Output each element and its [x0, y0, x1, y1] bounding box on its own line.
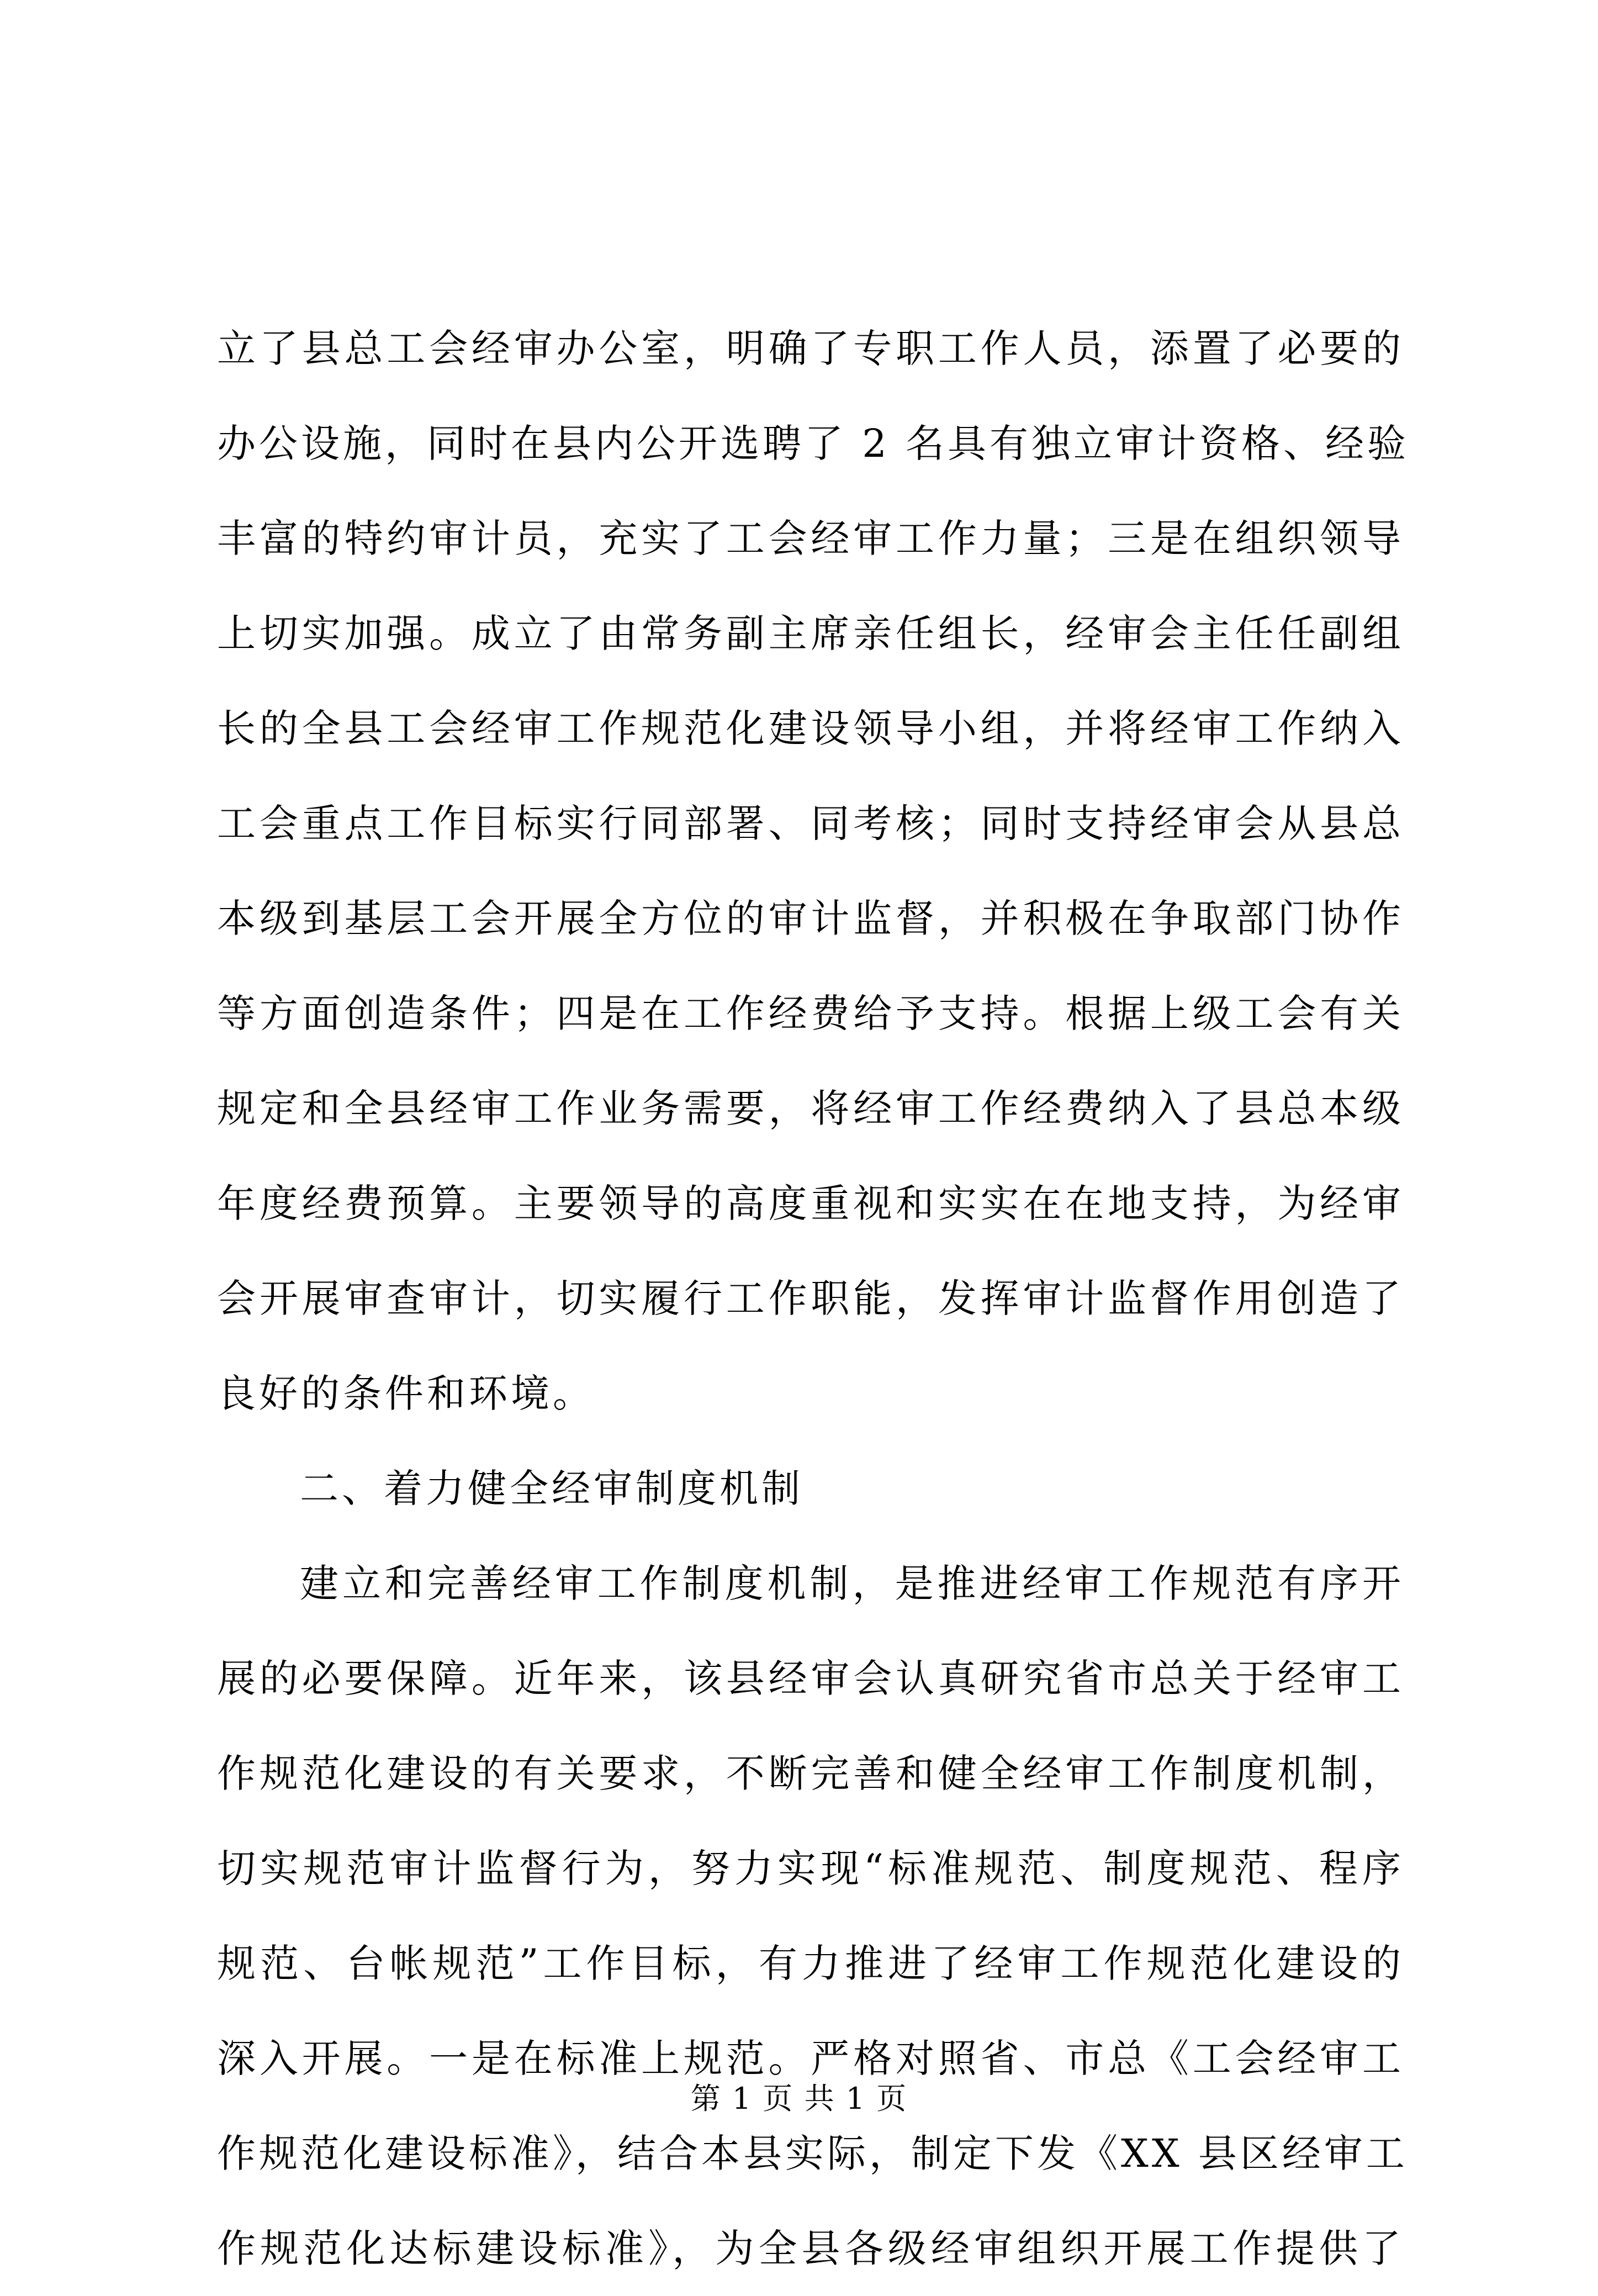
- paragraph-line: 作规范化建设标准》，结合本县实际，制定下发《XX 县区经审工: [217, 2131, 1408, 2176]
- paragraph-line: 丰富的特约审计员，充实了工会经审工作力量；三是在组织领导: [217, 516, 1404, 561]
- paragraph-line: 本级到基层工会开展全方位的审计监督，并积极在争取部门协作: [217, 896, 1404, 941]
- paragraph-line: 立了县总工会经审办公室，明确了专职工作人员，添置了必要的: [217, 326, 1404, 371]
- paragraph-line: 工会重点工作目标实行同部署、同考核；同时支持经审会从县总: [217, 801, 1404, 846]
- paragraph-line: 办公设施，同时在县内公开选聘了 2 名具有独立审计资格、经验: [217, 421, 1410, 466]
- paragraph-line: 深入开展。一是在标准上规范。严格对照省、市总《工会经审工: [217, 2036, 1404, 2081]
- paragraph-line: 上切实加强。成立了由常务副主席亲任组长，经审会主任任副组: [217, 611, 1404, 656]
- paragraph-line: 作规范化建设的有关要求，不断完善和健全经审工作制度机制，: [217, 1751, 1404, 1796]
- paragraph-line: 规范、台帐规范”工作目标，有力推进了经审工作规范化建设的: [217, 1941, 1404, 1986]
- paragraph-line: 会开展审查审计，切实履行工作职能，发挥审计监督作用创造了: [217, 1276, 1404, 1321]
- paragraph-line: 长的全县工会经审工作规范化建设领导小组，并将经审工作纳入: [217, 706, 1404, 751]
- section-heading: 二、着力健全经审制度机制: [300, 1466, 803, 1511]
- page-number-footer: 第 1 页 共 1 页: [690, 2081, 908, 2116]
- paragraph-line: 展的必要保障。近年来，该县经审会认真研究省市总关于经审工: [217, 1656, 1404, 1701]
- paragraph-line: 年度经费预算。主要领导的高度重视和实实在在地支持，为经审: [217, 1181, 1404, 1226]
- paragraph-line: 建立和完善经审工作制度机制，是推进经审工作规范有序开: [300, 1561, 1404, 1606]
- document-body: [217, 301, 1410, 2296]
- paragraph-line: 规定和全县经审工作业务需要，将经审工作经费纳入了县总本级: [217, 1086, 1404, 1131]
- paragraph-line: 良好的条件和环境。: [217, 1371, 595, 1416]
- paragraph-line: 等方面创造条件；四是在工作经费给予支持。根据上级工会有关: [217, 991, 1404, 1036]
- paragraph-line: 作规范化达标建设标准》，为全县各级经审组织开展工作提供了: [217, 2226, 1404, 2271]
- paragraph-line: 切实规范审计监督行为，努力实现“标准规范、制度规范、程序: [217, 1846, 1404, 1891]
